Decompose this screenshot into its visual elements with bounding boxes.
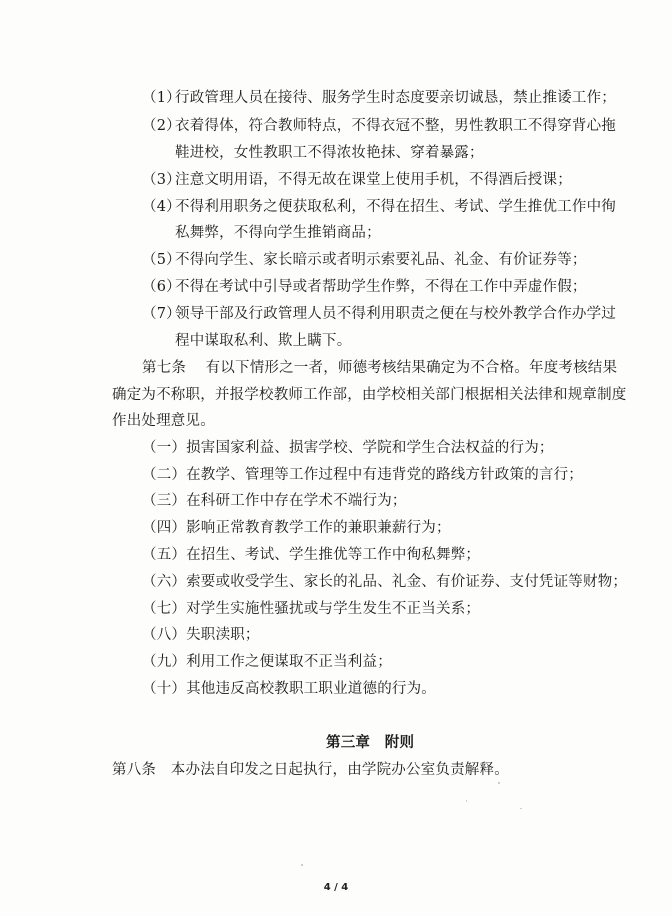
item-seven: （七）对学生实施性骚扰或与学生发生不正当关系； [142, 601, 481, 617]
chapter-3-title: 第三章 附则 [326, 734, 415, 751]
item-5-number: （5） [142, 252, 181, 268]
item-6-text: 不得在考试中引导或者帮助学生作弊，不得在工作中弄虚作假； [175, 279, 587, 295]
item-2-text-line2: 鞋进校，女性教职工不得浓妆艳抹、穿着暴露； [175, 145, 484, 161]
item-four: （四）影响正常教育教学工作的兼职兼薪行为； [142, 520, 451, 536]
scan-speck [498, 782, 500, 784]
item-eight: （八）失职渎职； [142, 627, 260, 643]
item-two: （二）在教学、管理等工作过程中有违背党的路线方针政策的言行； [142, 467, 583, 483]
item-ten: （十）其他违反高校教职工职业道德的行为。 [142, 681, 436, 697]
item-3-text: 注意文明用语，不得无故在课堂上使用手机，不得酒后授课； [175, 172, 572, 188]
item-1-number: （1） [142, 90, 181, 106]
item-4-text-line1: 不得利用职务之便获取私利，不得在招生、考试、学生推优工作中徇 [175, 199, 616, 215]
item-4-number: （4） [142, 199, 181, 215]
scan-speck [520, 808, 522, 809]
item-7-number: （7） [142, 306, 181, 322]
page-number: 4 / 4 [323, 882, 349, 893]
item-4-text-line2: 私舞弊，不得向学生推销商品； [175, 225, 381, 241]
article-7-line2: 确定为不称职，并报学校教师工作部，由学校相关部门根据相关法律和规章制度 [112, 387, 627, 403]
scan-speck [466, 800, 467, 802]
item-one: （一）损害国家利益、损害学校、学院和学生合法权益的行为； [142, 440, 554, 456]
article-7-line1: 第七条 有以下情形之一者，师德考核结果确定为不合格。年度考核结果 [142, 360, 618, 376]
item-6-number: （6） [142, 279, 181, 295]
item-nine: （九）利用工作之便谋取不正当利益； [142, 654, 392, 670]
item-2-text-line1: 衣着得体，符合教师特点，不得衣冠不整，男性教职工不得穿背心拖 [175, 118, 616, 134]
item-5-text: 不得向学生、家长暗示或者明示索要礼品、礼金、有价证券等； [175, 252, 587, 268]
article-8: 第八条 本办法自印发之日起执行，由学院办公室负责解释。 [112, 762, 509, 778]
item-1-text: 行政管理人员在接待、服务学生时态度要亲切诚恳，禁止推诿工作； [175, 90, 616, 106]
scan-speck [301, 864, 303, 866]
item-7-text-line2: 程中谋取私利、欺上瞒下。 [175, 333, 352, 349]
item-three: （三）在科研工作中存在学术不端行为； [142, 493, 407, 509]
item-3-number: （3） [142, 172, 181, 188]
article-7-line3: 作出处理意见。 [112, 413, 215, 429]
item-six: （六）索要或收受学生、家长的礼品、礼金、有价证券、支付凭证等财物； [142, 574, 628, 590]
item-2-number: （2） [142, 118, 181, 134]
item-five: （五）在招生、考试、学生推优等工作中徇私舞弊； [142, 547, 481, 563]
item-7-text-line1: 领导干部及行政管理人员不得利用职责之便在与校外教学合作办学过 [175, 306, 616, 322]
